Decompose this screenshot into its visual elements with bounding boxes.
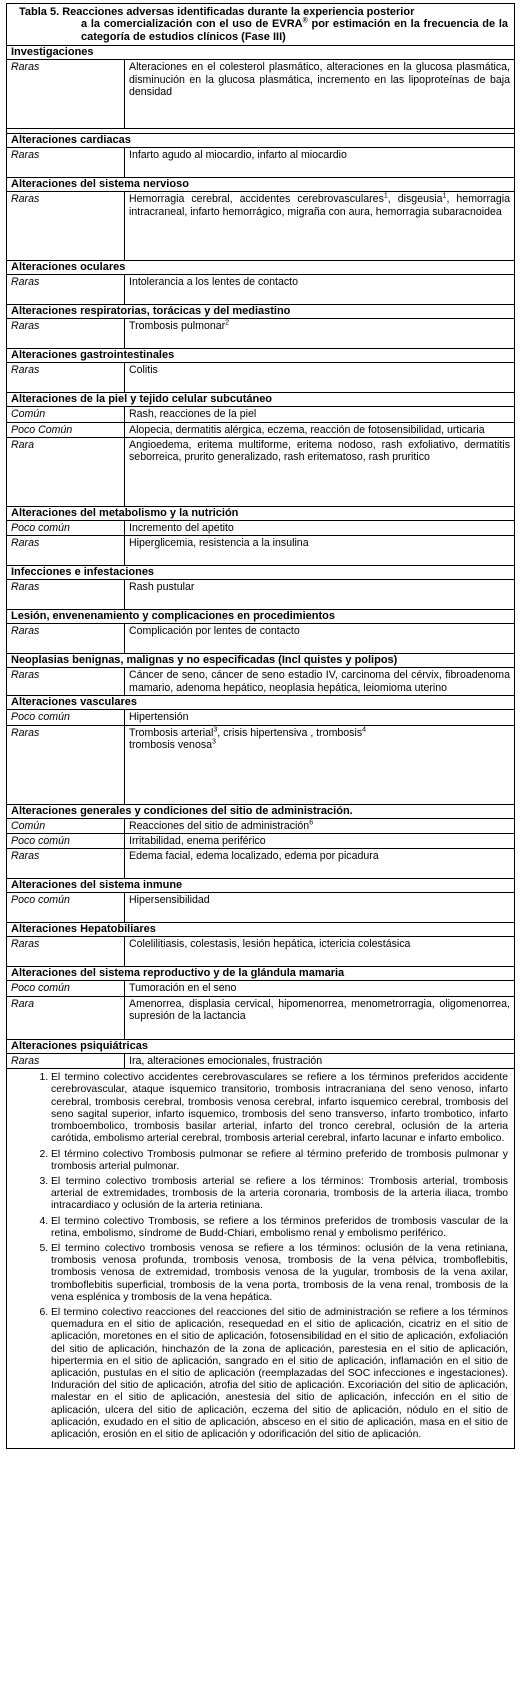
reaction-text: trombosis venosa <box>129 739 213 752</box>
frequency-cell: Poco común <box>7 521 125 536</box>
frequency-cell: Raras <box>7 580 125 610</box>
section-header: Alteraciones oculares <box>7 261 515 275</box>
section-header: Alteraciones generales y condiciones del sitio de administración. <box>7 804 515 818</box>
section-header: Alteraciones del sistema nervioso <box>7 178 515 192</box>
title-text-2: a la comercialización con el uso de EVRA <box>81 18 303 31</box>
reaction-cell <box>125 192 515 261</box>
footnote-ref: 2 <box>225 319 230 327</box>
section-header: Alteraciones vasculares <box>7 696 515 710</box>
table-row <box>7 536 515 566</box>
frequency-cell: Poco común <box>7 710 125 725</box>
footnote-item: 2. El término colectivo Trombosis pulmonar se refiere al término preferido de trombosis pulmonar y trombosis arterial pulmonar. <box>51 1149 508 1173</box>
frequency-cell: Raras <box>7 148 125 178</box>
table-row <box>7 849 515 879</box>
frequency-cell: Poco común <box>7 834 125 849</box>
table-row <box>7 407 515 422</box>
reaction-text: , hemorragia intracraneal, infarto hemorrágico, migraña con aura, hemorragia subaracnoidea <box>129 193 511 218</box>
footnote-ref: 4 <box>362 726 367 734</box>
reaction-cell: Intolerancia a los lentes de contacto <box>125 275 515 305</box>
section-header: Investigaciones <box>7 46 515 60</box>
table-row <box>7 60 515 129</box>
reaction-cell <box>125 319 515 349</box>
section-header: Alteraciones del metabolismo y la nutrición <box>7 507 515 521</box>
table-row <box>7 148 515 178</box>
reaction-cell: Infarto agudo al miocardio, infarto al miocardio <box>125 148 515 178</box>
frequency-cell: Común <box>7 818 125 833</box>
section-header: Alteraciones psiquiátricas <box>7 1039 515 1053</box>
table-row <box>7 422 515 437</box>
reaction-cell: Hiperglicemia, resistencia a la insulina <box>125 536 515 566</box>
section-header: Alteraciones respiratorias, torácicas y del mediastino <box>7 305 515 319</box>
reaction-cell: Rash pustular <box>125 580 515 610</box>
section-header: Alteraciones cardiacas <box>7 134 515 148</box>
reaction-cell: Amenorrea, displasia cervical, hipomenorrea, menometrorragia, oligomenorrea, supresión de la lactancia <box>125 996 515 1039</box>
frequency-cell: Poco común <box>7 981 125 996</box>
footnote-item: 5. El termino colectivo trombosis venosa se refiere a los términos: oclusión de la vena retiniana, trombosis venosa profunda, trombosis venosa, trombosis de la vena pélvica, tromboflebitis, trombosis venosa de extremidad, trombosis venosa de la yugular, trombosis de la vena axilar, tromboflebitis superficial, trombosis de la vena porta, trombosis de la vena renal, trombosis de la vena esplénica y trombosis de la vena hepática. <box>51 1243 508 1304</box>
frequency-cell: Raras <box>7 668 125 696</box>
frequency-cell: Raras <box>7 1053 125 1068</box>
reaction-cell: Cáncer de seno, cáncer de seno estadio IV, carcinoma del cérvix, fibroadenoma mamario, adenoma hepático, neoplasia hepática, leiomioma uterino <box>125 668 515 696</box>
frequency-cell: Raras <box>7 275 125 305</box>
reaction-text: , crisis hipertensiva , trombosis <box>217 726 363 739</box>
reaction-cell: Angioedema, eritema multiforme, eritema nodoso, rash exfoliativo, dermatitis seborreica, prurito generalizado, rash eritematoso, rash pruritico <box>125 438 515 507</box>
section-header: Alteraciones del sistema inmune <box>7 879 515 893</box>
footnote-item: 6. El termino colectivo reacciones del reacciones del sitio de administración se refiere a los términos quemadura en el sitio de aplicación, resequedad en el sitio de aplicación, cicatriz en el sitio de aplicación, moretones en el sitio de aplicación, fotosensibilidad en el sitio de aplicación, exfoliación del sitio de aplicación, hinchazón de la zona de aplicación, parestesia en el sitio de aplicación, hipertermia en el sitio de aplicación, sangrado en el sitio de aplicación, inflamación en el sitio de aplicación, pustulas en el sitio de aplicación (reemplazadas del SOC infecciones e ingestaciones). Induración del sitio de aplicación, atrofia del sitio de aplicación. Excoriación del sitio de aplicación, malestar en el sitio de aplicación, anestesia del sitio de aplicación, infección en el sitio de aplicación, ulcera del sitio de aplicación, eczema del sitio de aplicación, nódulo en el sitio de aplicación, exudado en el sitio de aplicación, absceso en el sitio de aplicación, masa en el sitio de aplicación, erosión en el sitio de aplicación y odorificación del sitio de aplicación. <box>51 1307 508 1441</box>
frequency-cell: Raras <box>7 624 125 654</box>
table-row <box>7 1053 515 1068</box>
table-row <box>7 319 515 349</box>
table-row <box>7 624 515 654</box>
section-header: Infecciones e infestaciones <box>7 566 515 580</box>
table-title-row <box>7 4 515 46</box>
table-row <box>7 363 515 393</box>
section-header: Alteraciones del sistema reproductivo y de la glándula mamaria <box>7 967 515 981</box>
footnote-ref: 1 <box>383 192 388 200</box>
frequency-cell: Raras <box>7 363 125 393</box>
table-row <box>7 710 515 725</box>
reaction-cell: Tumoración en el seno <box>125 981 515 996</box>
section-header: Alteraciones de la piel y tejido celular subcutáneo <box>7 393 515 407</box>
reaction-cell: Ira, alteraciones emocionales, frustración <box>125 1053 515 1068</box>
section-header: Neoplasias benignas, malignas y no especificadas (Incl quistes y polipos) <box>7 654 515 668</box>
reaction-cell: Hipertensión <box>125 710 515 725</box>
reaction-text: Reacciones del sitio de administración <box>129 819 310 832</box>
table-row <box>7 275 515 305</box>
title-line-2 <box>19 18 508 43</box>
frequency-cell: Rara <box>7 996 125 1039</box>
title-text-3: por estimación en la frecuencia de la categoría de estudios clínicos (Fase III) <box>81 18 508 43</box>
table-row <box>7 438 515 507</box>
reaction-cell: Alteraciones en el colesterol plasmático, alteraciones en la glucosa plasmática, disminución en la glucosa plasmática, incremento en las lipoproteínas de baja densidad <box>125 60 515 129</box>
frequency-cell: Poco común <box>7 893 125 923</box>
adverse-reactions-table <box>6 3 515 1449</box>
reaction-cell: Colelilitiasis, colestasis, lesión hepática, ictericia colestásica <box>125 937 515 967</box>
frequency-cell: Poco Común <box>7 422 125 437</box>
reaction-cell: Edema facial, edema localizado, edema por picadura <box>125 849 515 879</box>
footnote-ref: 1 <box>442 192 447 200</box>
frequency-cell: Raras <box>7 536 125 566</box>
reaction-cell: Colitis <box>125 363 515 393</box>
table-title <box>7 4 515 46</box>
frequency-cell: Rara <box>7 438 125 507</box>
frequency-cell: Común <box>7 407 125 422</box>
frequency-cell: Raras <box>7 319 125 349</box>
frequency-cell: Raras <box>7 60 125 129</box>
section-header: Alteraciones gastrointestinales <box>7 349 515 363</box>
table-row <box>7 725 515 804</box>
reaction-cell: Alopecia, dermatitis alérgica, eczema, reacción de fotosensibilidad, urticaria <box>125 422 515 437</box>
footnote-item: 1. El termino colectivo accidentes cerebrovasculares se refiere a los términos preferidos accidente cerebrovascular, ataque isquemico transitorio, trombosis intracraniana del seno venoso, infarto cerebral, trombosis cerebral, trombosis venosa cerebral, infarto isquemico cerebral, trombosis del seno sagital superior, infarto isquemico, trombosis del seno transverso, infarto trombotico, infarto tromboembolico, trombosis basilar arterial, infarto del tronco cerebral, oclusión de la arteria carótida, embolismo arterial cerebral, trombosis arterial cerebral, infarto lacunar e infarto embolico. <box>51 1072 508 1145</box>
reaction-cell: Complicación por lentes de contacto <box>125 624 515 654</box>
table-row <box>7 937 515 967</box>
reaction-cell <box>125 818 515 833</box>
table-row <box>7 521 515 536</box>
section-header: Alteraciones Hepatobiliares <box>7 923 515 937</box>
footnotes-row <box>7 1069 515 1449</box>
table-row <box>7 668 515 696</box>
table-row <box>7 996 515 1039</box>
table-row <box>7 192 515 261</box>
registered-mark: ® <box>302 17 308 25</box>
table-row <box>7 981 515 996</box>
reaction-cell: Hipersensibilidad <box>125 893 515 923</box>
footnote-ref: 3 <box>213 726 218 734</box>
frequency-cell: Raras <box>7 937 125 967</box>
document <box>6 3 514 1449</box>
title-line-1: Tabla 5. Reacciones adversas identificadas durante la experiencia posterior <box>19 6 415 18</box>
frequency-cell: Raras <box>7 192 125 261</box>
reaction-text: Hemorragia cerebral, accidentes cerebrovasculares <box>129 193 384 206</box>
frequency-cell: Raras <box>7 849 125 879</box>
footnote-ref: 3 <box>212 738 216 746</box>
table-row <box>7 818 515 833</box>
reaction-cell: Rash, reacciones de la piel <box>125 407 515 422</box>
footnote-ref: 6 <box>309 819 314 827</box>
reaction-text: Trombosis arterial <box>129 726 214 739</box>
reaction-cell: Incremento del apetito <box>125 521 515 536</box>
reaction-cell: Irritabilidad, enema periférico <box>125 834 515 849</box>
footnote-item: 4. El termino colectivo Trombosis, se refiere a los términos preferidos de trombosis vascular de la retina, embolismo, síndrome de Budd-Chiari, embolismo renal y embolismo periférico. <box>51 1216 508 1240</box>
footnotes-cell <box>7 1069 515 1449</box>
reaction-cell <box>125 725 515 804</box>
section-header: Lesión, envenenamiento y complicaciones en procedimientos <box>7 610 515 624</box>
reaction-text: Trombosis pulmonar <box>129 320 226 333</box>
reaction-text: , disgeusia <box>387 193 443 206</box>
table-row <box>7 893 515 923</box>
frequency-cell: Raras <box>7 725 125 804</box>
table-row <box>7 834 515 849</box>
table-row <box>7 580 515 610</box>
footnotes-list <box>15 1072 508 1441</box>
footnote-item: 3. El termino colectivo trombosis arterial se refiere a los términos: Trombosis arterial, trombosis arterial de extremidades, trombosis de la arteria coronaria, trombosis de la arteria iliaca, trombo intracardiaco y oclusión de la arteria retiniana. <box>51 1176 508 1213</box>
